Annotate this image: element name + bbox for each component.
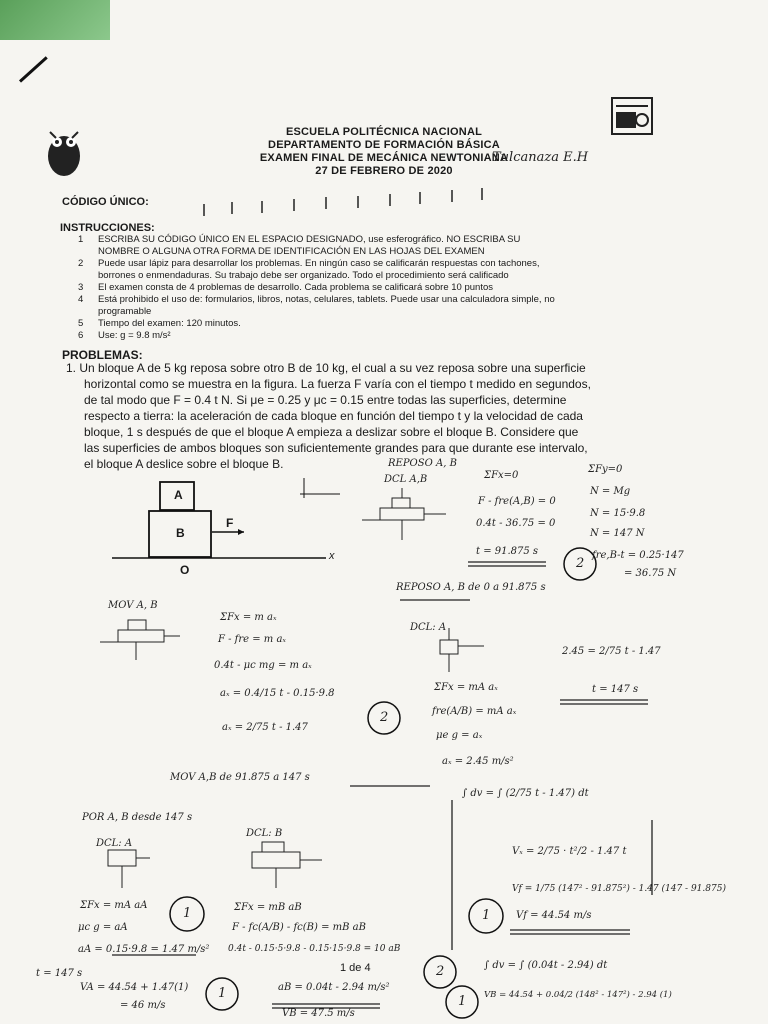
figure-label-a: A [174,488,183,502]
problem-line: las superficies de ambos bloques son suficientemente grandes para que durante ese intervalo, [84,441,588,455]
work-line: = 36.75 N [624,568,677,579]
work-line: 0.4t - 0.15·5·9.8 - 0.15·15·9.8 = 10 aB [228,944,401,954]
work-line: μe g = aₓ [436,730,483,741]
work-line: DCL: A [410,622,447,633]
fbd-sketch-2 [100,620,180,660]
instruction-text: programable [98,306,152,317]
instruction-number: 2 [78,258,84,269]
work-line: aA = 0.15·9.8 = 1.47 m/s² [78,944,210,955]
work-line: ΣFx = mA aA [80,900,148,911]
work-line: t = 91.875 s [476,546,539,557]
figure-label-axis-x: x [329,550,335,562]
instruction-text: El examen consta de 4 problemas de desarrollo. Cada problema se calificará sobre 10 puntos [98,282,494,293]
work-line: 0.4t - 36.75 = 0 [476,518,556,529]
work-line: DCL: A [96,838,133,849]
score-mark: 2 [576,556,585,571]
instruction-number: 3 [78,282,84,293]
exam-date: 27 DE FEBRERO DE 2020 [315,165,453,177]
work-line: aₓ = 2/75 t - 1.47 [222,722,308,733]
work-line: fre(A/B) = mA aₓ [432,706,517,717]
work-line: N = 147 N [590,528,645,539]
work-line: Vf = 44.54 m/s [516,910,592,921]
score-mark: 1 [218,986,227,1001]
work-line: = 46 m/s [120,1000,166,1011]
work-line: DCL: B [246,828,283,839]
work-line: Vf = 1/75 (147² - 91.875²) - 1.47 (147 - 91.875) [512,884,726,894]
work-line: ∫ dv = ∫ (0.04t - 2.94) dt [484,960,608,971]
fbd-sketch-3 [440,628,484,672]
work-line: t = 147 s [592,684,639,695]
work-line: t = 147 s [36,968,83,979]
handwritten-name: Tulcanaza E.H [492,150,589,165]
score-mark: 2 [436,964,445,979]
work-line: ΣFx = m aₓ [220,612,277,623]
work-line: ΣFy=0 [588,464,623,475]
problem-line: respecto a tierra: la aceleración de cada bloque en función del tiempo t y la velocidad de cada [84,409,583,423]
instruction-text: ESCRIBA SU CÓDIGO ÚNICO EN EL ESPACIO DESIGNADO, use esferográfico. NO ESCRIBA SU [98,234,521,245]
institution-name: ESCUELA POLITÉCNICA NACIONAL [285,126,483,138]
figure-label-origin: O [180,563,190,577]
score-mark: 2 [380,710,389,725]
instructions-title: INSTRUCCIONES: [60,222,155,234]
figure-label-force: F [226,516,234,530]
work-line: ΣFx = mB aB [234,902,302,913]
instruction-number: 6 [78,330,84,341]
work-line: ∫ dv = ∫ (2/75 t - 1.47) dt [462,788,589,799]
work-line: 2.45 = 2/75 t - 1.47 [562,646,661,657]
work-line: VB = 44.54 + 0.04/2 (148² - 147²) - 2.94 (1) [484,990,672,1000]
instruction-text: Use: g = 9.8 m/s² [98,330,171,341]
work-line: aₓ = 0.4/15 t - 0.15·9.8 [220,688,335,699]
problems-title: PROBLEMAS: [62,348,143,362]
work-line: aₓ = 2.45 m/s² [442,756,514,767]
score-mark: 1 [183,906,192,921]
problem-line: el bloque A deslice sobre el bloque B. [84,457,284,471]
work-line: POR A, B desde 147 s [82,812,193,823]
department-name: DEPARTAMENTO DE FORMACIÓN BÁSICA [268,139,500,151]
work-line: μc g = aA [78,922,128,933]
instruction-text: Puede usar lápiz para desarrollar los problemas. En ningún caso se calificarán respuestas con tachones, [98,258,540,269]
code-label: CÓDIGO ÚNICO: [62,196,149,208]
work-line: aB = 0.04t - 2.94 m/s² [278,982,390,993]
problem-line: horizontal como se muestra en la figura. La fuerza F varía con el tiempo t medido en segundos, [84,377,591,391]
instruction-text: Tiempo del examen: 120 minutos. [98,318,241,329]
work-line: REPOSO A, B [388,458,457,469]
work-line: N = Mg [590,486,631,497]
page-number: 1 de 4 [340,962,371,974]
work-line: F - fre = m aₓ [218,634,286,645]
work-line: REPOSO A, B de 0 a 91.875 s [396,582,546,593]
figure-label-b: B [176,526,185,540]
problem-line: bloque, 1 s después de que el bloque A empieza a deslizar sobre el bloque B. Considere que [84,425,579,439]
work-line: MOV A, B [108,600,158,611]
exam-title: EXAMEN FINAL DE MECÁNICA NEWTONIANA [259,152,509,164]
work-line: DCL A,B [384,474,428,485]
work-line: ΣFx = mA aₓ [434,682,498,693]
problem-line: 1. Un bloque A de 5 kg reposa sobre otro B de 10 kg, el cual a su vez reposa sobre una superficie [66,361,586,375]
instruction-text: borrones o enmendaduras. Su trabajo debe ser organizado. Todo el procedimiento será calificado [98,270,509,281]
work-line: 0.4t - μc mg = m aₓ [214,660,312,671]
work-line: fre,B-t = 0.25·147 [592,550,684,561]
work-line: VB = 47.5 m/s [282,1008,355,1019]
work-line: MOV A,B de 91.875 a 147 s [170,772,310,783]
problem-line: de tal modo que F = 0.4 t N. Si μe = 0.25 y μc = 0.15 entre todas las superficies, determine [84,393,567,407]
work-line: VA = 44.54 + 1.47(1) [80,982,189,993]
result-underlines [112,562,652,1008]
instruction-number: 5 [78,318,84,329]
instruction-number: 4 [78,294,84,305]
work-line: Vₓ = 2/75 · t²/2 - 1.47 t [512,846,627,857]
fbd-sketch-1 [362,488,446,540]
score-mark: 1 [482,908,491,923]
work-line: ΣFx=0 [484,470,519,481]
work-line: F - fc(A/B) - fc(B) = mB aB [232,922,366,933]
work-line: F - fre(A,B) = 0 [478,496,556,507]
instruction-text: Está prohibido el uso de: formularios, libros, notas, celulares, tablets. Puede usar una calculadora simple, no [98,294,555,305]
instruction-text: NOMBRE O ALGUNA OTRA FORMA DE IDENTIFICACIÓN EN LAS HOJAS DEL EXAMEN [98,246,485,257]
score-mark: 1 [458,994,467,1009]
fbd-sketch-4 [108,842,322,888]
instruction-number: 1 [78,234,84,245]
work-line: N = 15·9.8 [590,508,646,519]
